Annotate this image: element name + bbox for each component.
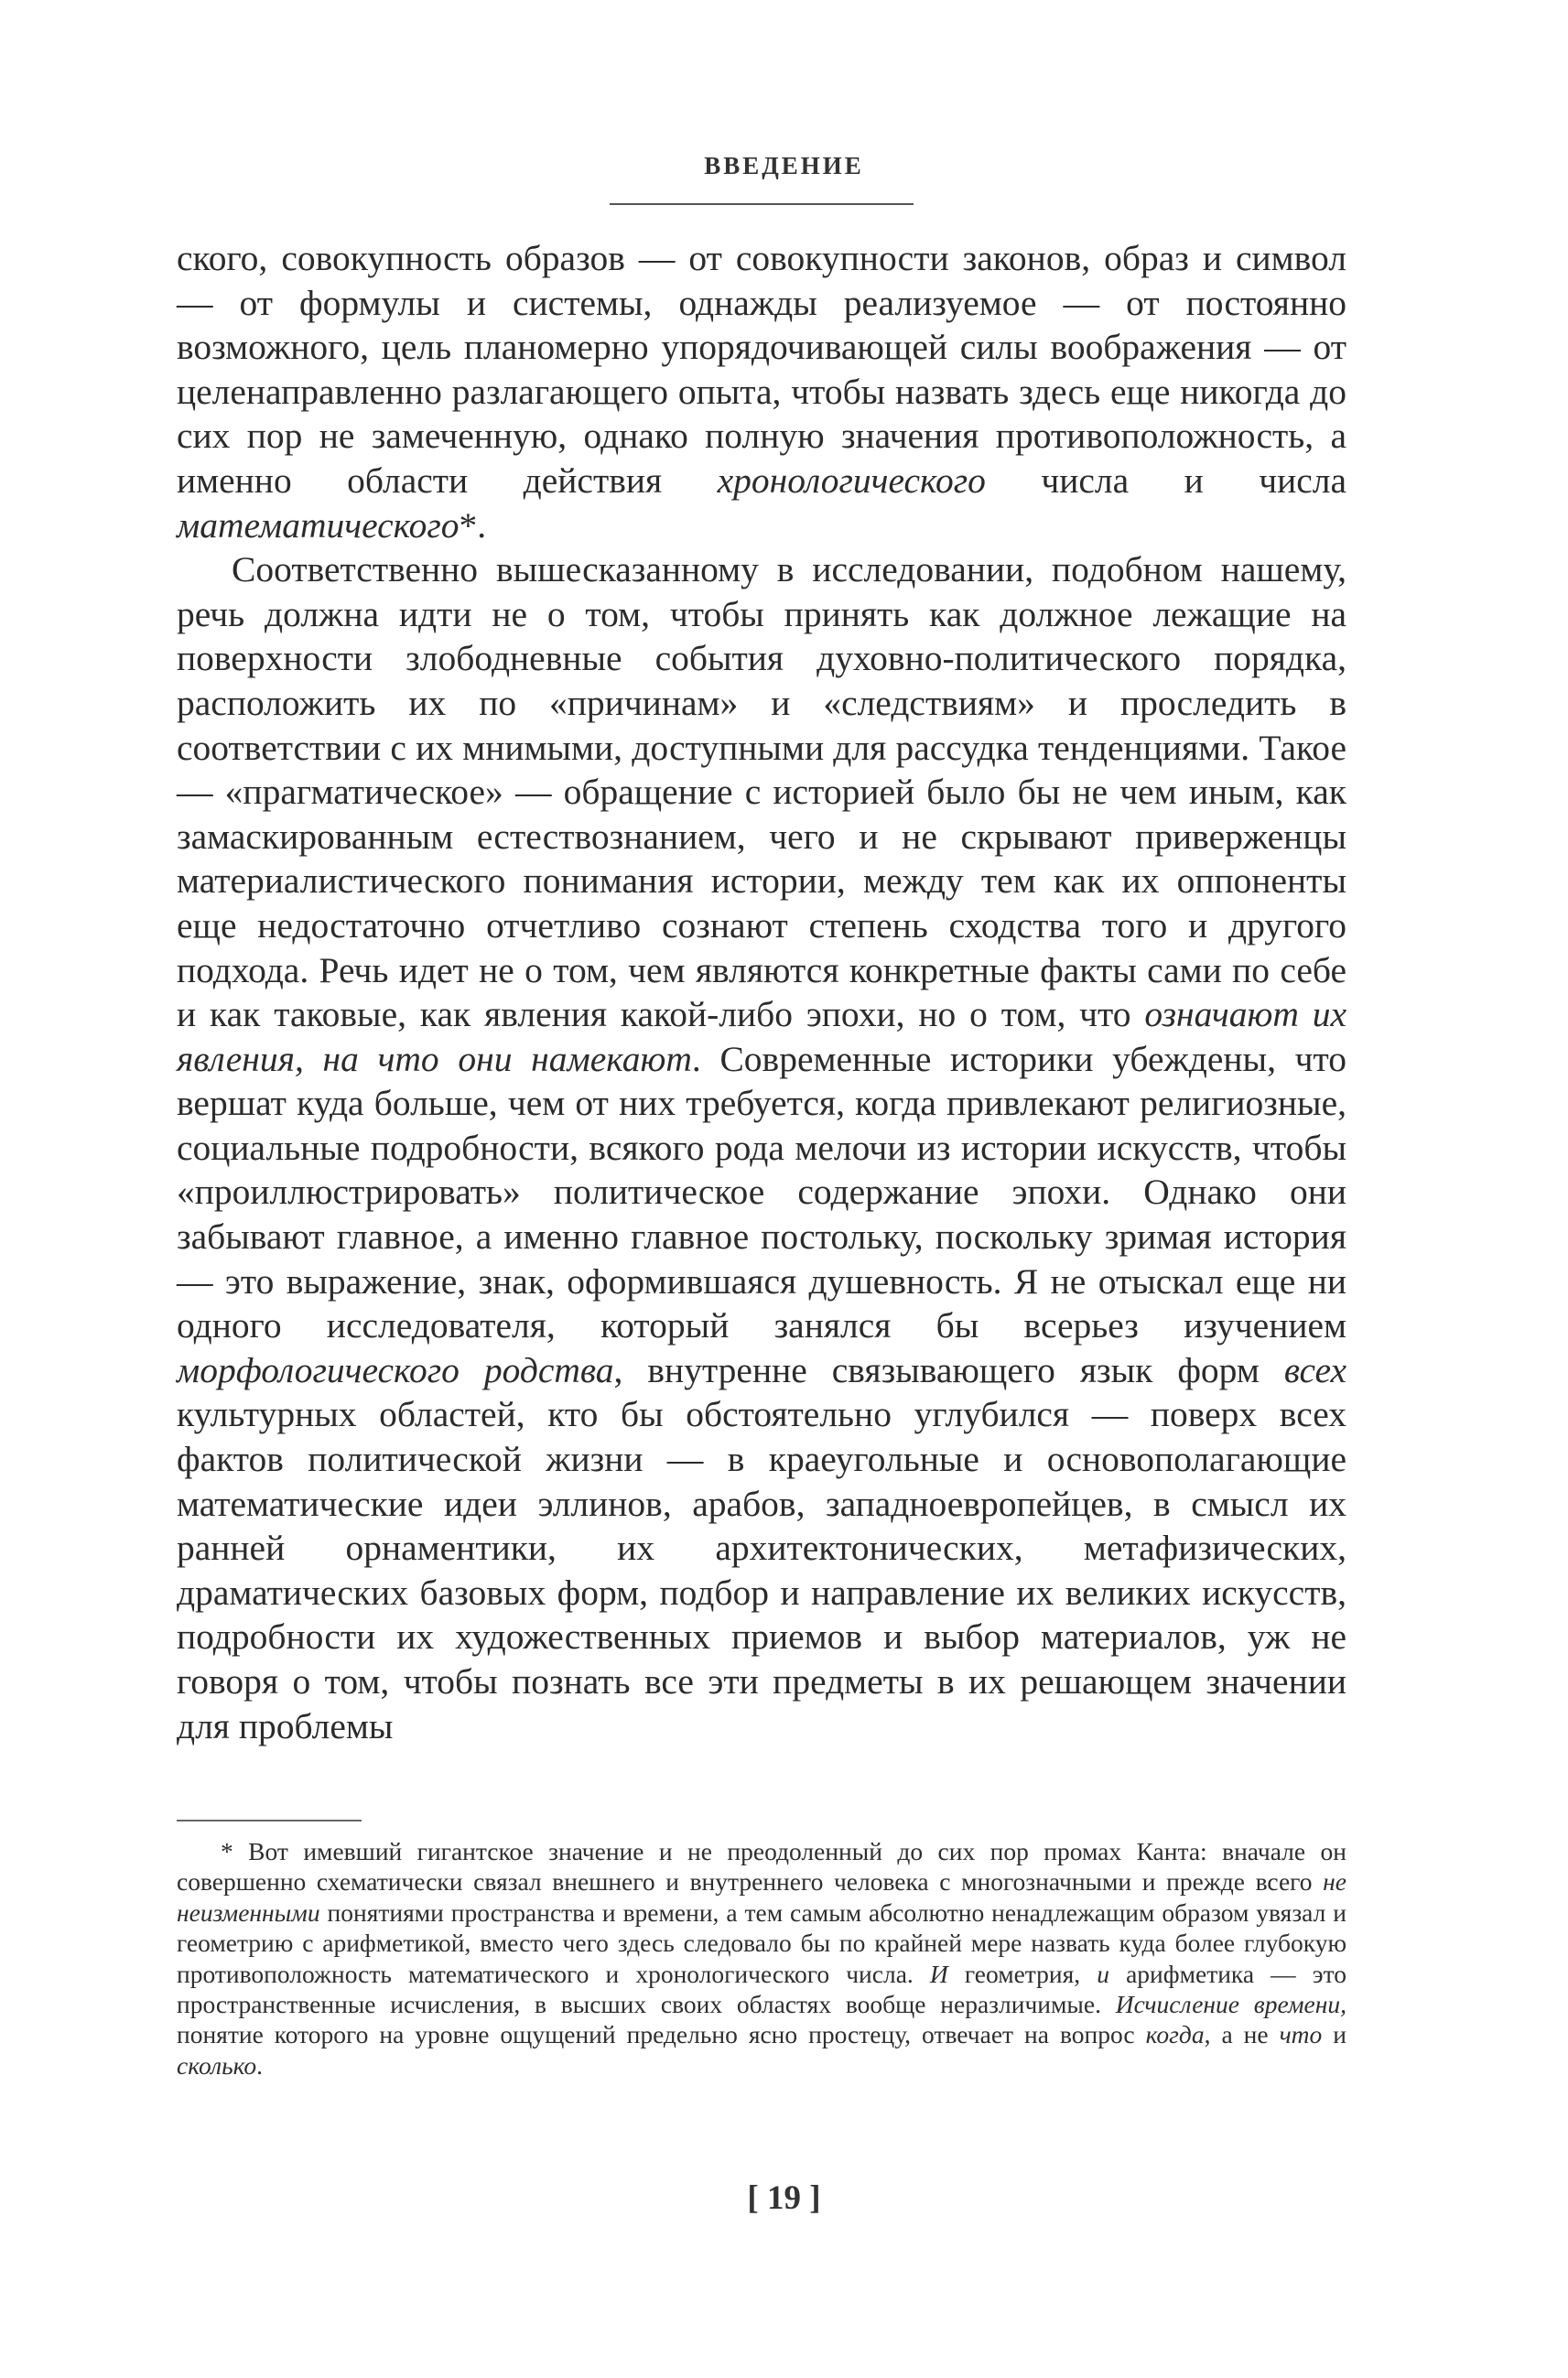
text-run: арифметика — это пространственные исчисления, в высших своих областях вообще неразличимые. (177, 1959, 1346, 2019)
paragraph-2 (177, 547, 1346, 1748)
text-run: понятие которого на уровне ощущений предельно ясно простецу, отвечает на вопрос (177, 2020, 1146, 2049)
text-run: Соответственно вышесказанному в исследовании, подобном нашему, речь должна идти не о том, чтобы принять как должное лежащие на поверхности злободневные события духовно-политического порядка, расположить их по «причинам» и «следствиям» и проследить в соответствии с их мнимыми, доступными для рассудка тенденциями. Такое — «прагматическое» — обращение с историей было бы не чем иным, как замаскированным естествознанием, чего и не скрывают приверженцы материалистического понимания истории, между тем как их оппоненты еще недостаточно отчетливо сознают степень сходства того и другого подхода. Речь идет не о том, чем являются конкретные факты сами по себе и как таковые, как явления какой-либо эпохи, но о том, что (177, 549, 1346, 1035)
text-run: числа и числа (985, 459, 1346, 501)
italic-text-run: хронологического (717, 459, 986, 501)
footnote-rule (177, 1820, 362, 1821)
page-number: [ 19 ] (747, 2179, 821, 2217)
running-head: ВВЕДЕНИЕ (704, 152, 864, 179)
footnote (177, 1836, 1346, 2081)
text-run: культурных областей, кто бы обстоятельно углубился — поверх всех фактов политической жизни — в краеугольные и основополагающие математические идеи эллинов, арабов, западноевропейцев, в смысл их ранней орнаментики, их архитектонических, метафизических, драматических базовых форм, подбор и направление их великих искусств, подробности их художественных приемов и выбор материалов, уж не говоря о том, чтобы познать все эти предметы в их решающем значении для проблемы (177, 1394, 1346, 1746)
running-head-rule (610, 203, 914, 205)
text-run: , внутренне связывающего язык форм (613, 1349, 1284, 1390)
text-run: , а не (1204, 2020, 1280, 2049)
paragraph-1 (177, 236, 1346, 547)
italic-text-run: И (929, 1959, 948, 1988)
footnote-text (177, 1836, 1346, 2081)
text-run: *. (459, 504, 487, 546)
italic-text-run: означают их явления, на что они намекают (177, 994, 1347, 1079)
text-run: . (256, 2050, 264, 2080)
italic-text-run: математического (177, 504, 460, 546)
text-run: геометрия, (947, 1959, 1098, 1988)
italic-text-run: морфологического родства (177, 1349, 614, 1390)
text-run: ского, совокупность образов — от совокупности законов, образ и символ — от формулы и системы, однажды реализуемое — от постоянно возможного, цель планомерно упорядочивающей силы воображения — от целенаправленно разлагающего опыта, чтобы назвать здесь еще никогда до сих пор не замеченную, однако полную значения противоположность, а именно области действия (177, 238, 1346, 501)
italic-text-run: и (1097, 1959, 1109, 1988)
italic-text-run: не неизменными (177, 1867, 1346, 1927)
text-run: и (1322, 2020, 1347, 2049)
italic-text-run: что (1279, 2020, 1323, 2049)
text-run: * Вот имевший гигантское значение и не преодоленный до сих пор промах Канта: вначале он совершенно схематически связал внешнего и внутреннего человека с многозначными и прежде всего (177, 1837, 1346, 1897)
italic-text-run: сколько (177, 2050, 257, 2080)
italic-text-run: всех (1283, 1349, 1346, 1390)
main-text (177, 236, 1346, 1748)
italic-text-run: Исчисление времени, (1115, 1990, 1346, 2019)
italic-text-run: когда (1145, 2020, 1205, 2049)
text-run: понятиями пространства и времени, а тем самым абсолютно ненадлежащим образом увязал и геометрию с арифметикой, вместо чего здесь следовало бы по крайней мере назвать куда более глубокую противоположность математического и хронологического числа. (177, 1897, 1346, 1988)
text-run: . Современные историки убеждены, что вершат куда больше, чем от них требуется, когда привлекают религиозные, социальные подробности, всякого рода мелочи из истории искусств, чтобы «проиллюстрировать» политическое содержание эпохи. Однако они забывают главное, а именно главное постольку, поскольку зримая история — это выражение, знак, оформившаяся душевность. Я не отыскал еще ни одного исследователя, который занялся бы всерьез изучением (177, 1038, 1346, 1346)
